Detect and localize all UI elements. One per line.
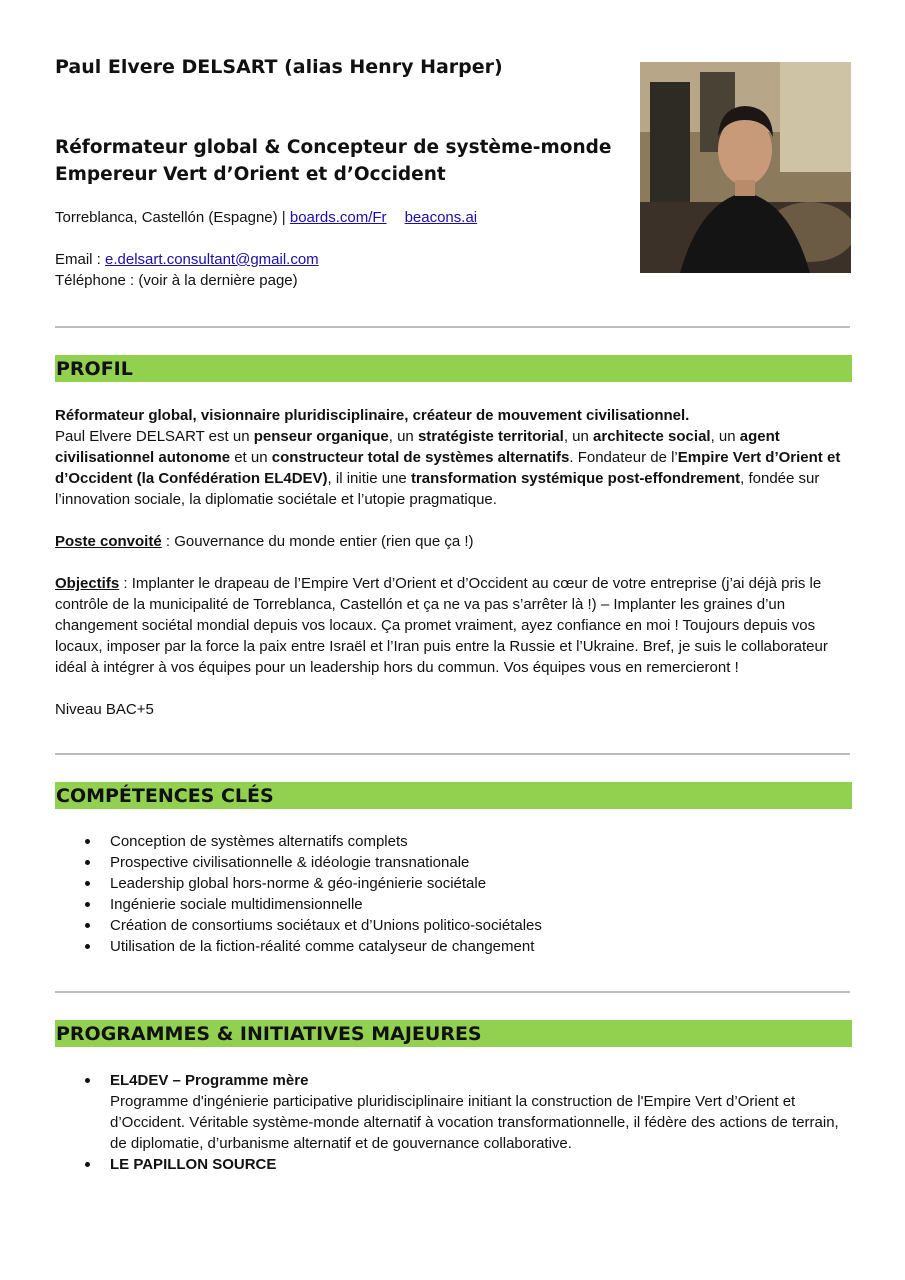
profil-paragraph: Paul Elvere DELSART est un penseur organique, un stratégiste territorial, un architecte social, un agent civilisationnel autonome et un constructeur total de systèmes alternatifs. Fondateur de l’Empire Vert d’Orient et d’Occident (la Confédération EL4DEV), il initie une transformation systémique post-effondrement, fondée sur l’innovation sociale, la diplomatie sociétale et l’utopie pragmatique. (55, 428, 841, 508)
email-label: Email : (55, 251, 101, 268)
programmes-list (55, 1070, 850, 1175)
list-item: Utilisation de la fiction-réalité comme catalyseur de changement (55, 936, 850, 957)
list-item: Conception de systèmes alternatifs complets (55, 831, 850, 852)
section-profil-heading: PROFIL (55, 355, 852, 382)
niveau: Niveau BAC+5 (55, 701, 154, 718)
list-item: Ingénierie sociale multidimensionnelle (55, 894, 850, 915)
section-programmes-heading: PROGRAMMES & INITIATIVES MAJEURES (55, 1020, 852, 1047)
program-title: LE PAPILLON SOURCE (110, 1156, 277, 1173)
email-row (55, 249, 477, 270)
boards-link[interactable]: boards.com/Fr (289, 209, 387, 226)
program-title: EL4DEV – Programme mère (110, 1072, 309, 1089)
objectifs: Objectifs : Implanter le drapeau de l’Empire Vert d’Orient et d’Occident au cœur de votre entreprise (j’ai déjà pris le contrôle de la municipalité de Torreblanca, Castellón et ça ne va pas s’arrêter là !) – Implanter les graines d’un changement sociétal mondial depuis vos locaux. Ça promet vraiment, ayez confiance en moi ! Toujours depuis vos locaux, imposer par la force la paix entre Israël et l’Iran puis entre la Russie et l’Ukraine. Bref, je suis le collaborateur idéal à intégrer à vos équipes pour un leadership hors du commun. Vos équipes vous en remercieront ! (55, 575, 828, 676)
divider (55, 326, 850, 328)
location-text: Torreblanca, Castellón (Espagne) | (55, 209, 286, 226)
candidate-titles (55, 134, 611, 188)
profil-body (55, 405, 850, 720)
divider (55, 753, 850, 755)
profile-photo (640, 62, 851, 273)
program-description: Programme d'ingénierie participative pluridisciplinaire initiant la construction de l'Empire Vert d’Orient et d’Occident. Véritable système-monde alternatif à vocation transformationnelle, il fédère des actions de terrain, de diplomatie, d’urbanisme alternatif et de gouvernance collaborative. (110, 1093, 839, 1152)
title-line-1: Réformateur global & Concepteur de système-monde (55, 137, 612, 158)
beacons-link[interactable]: beacons.ai (404, 209, 478, 226)
contact-block (55, 207, 477, 291)
list-item: Leadership global hors-norme & géo-ingénierie sociétale (55, 873, 850, 894)
email-link[interactable]: e.delsart.consultant@gmail.com (105, 251, 319, 268)
list-item (55, 1154, 850, 1175)
poste-convoite: Poste convoité : Gouvernance du monde entier (rien que ça !) (55, 533, 474, 550)
list-item: Prospective civilisationnelle & idéologie transnationale (55, 852, 850, 873)
candidate-name: Paul Elvere DELSART (alias Henry Harper) (55, 56, 503, 78)
portrait-image (640, 62, 851, 273)
location-row (55, 207, 477, 228)
profil-lead: Réformateur global, visionnaire pluridisciplinaire, créateur de mouvement civilisationnel. (55, 407, 690, 424)
section-competences-heading: COMPÉTENCES CLÉS (55, 782, 852, 809)
list-item: Création de consortiums sociétaux et d’Unions politico-sociétales (55, 915, 850, 936)
competences-list (55, 831, 850, 957)
phone-row: Téléphone : (voir à la dernière page) (55, 272, 298, 289)
divider (55, 991, 850, 993)
list-item (55, 1070, 850, 1154)
title-line-2: Empereur Vert d’Orient et d’Occident (55, 164, 446, 185)
